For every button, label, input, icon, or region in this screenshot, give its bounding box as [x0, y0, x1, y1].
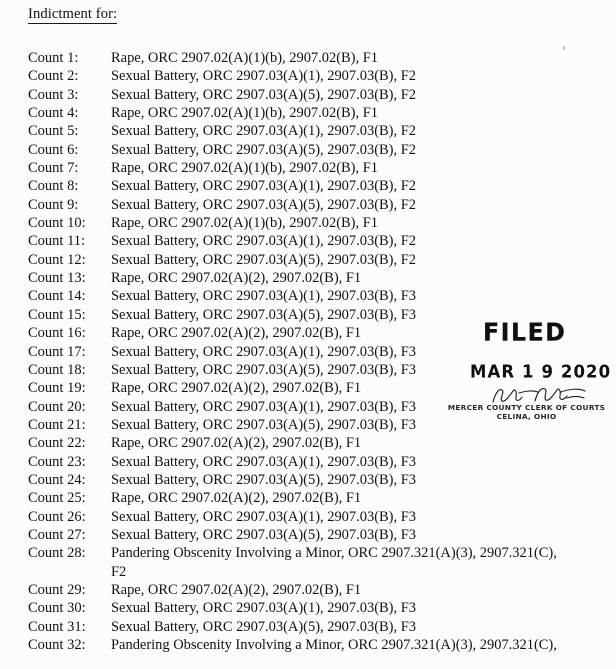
count-row — [28, 453, 598, 471]
count-description: Sexual Battery, ORC 2907.03(A)(5), 2907.03(B), F3 — [111, 416, 416, 433]
count-row — [28, 269, 598, 287]
count-description: Rape, ORC 2907.02(A)(2), 2907.02(B), F1 — [111, 581, 362, 598]
count-description: Sexual Battery, ORC 2907.03(A)(1), 2907.03(B), F2 — [111, 233, 416, 250]
count-row — [28, 104, 598, 122]
count-label: Count 3: — [28, 86, 79, 103]
count-label: Count 7: — [28, 160, 79, 177]
count-row — [28, 214, 598, 232]
count-label: Count 10: — [28, 215, 86, 232]
count-label: Count 17: — [28, 343, 86, 360]
count-row — [28, 232, 598, 250]
count-description: Pandering Obscenity Involving a Minor, ORC 2907.321(A)(3), 2907.321(C), — [111, 637, 557, 653]
count-description: Rape, ORC 2907.02(A)(2), 2907.02(B), F1 — [111, 435, 362, 452]
count-description: Sexual Battery, ORC 2907.03(A)(5), 2907.03(B), F3 — [111, 618, 416, 635]
count-description: Sexual Battery, ORC 2907.03(A)(5), 2907.03(B), F2 — [111, 251, 416, 268]
count-label: Count 31: — [28, 618, 86, 635]
count-label: Count 32: — [28, 637, 86, 653]
count-row — [28, 287, 598, 305]
filed-stamp-office: MERCER COUNTY CLERK OF COURTS — [447, 403, 606, 412]
count-row — [28, 177, 598, 195]
count-row — [28, 599, 598, 617]
count-description: Sexual Battery, ORC 2907.03(A)(5), 2907.03(B), F2 — [111, 196, 416, 213]
count-description: Sexual Battery, ORC 2907.03(A)(1), 2907.03(B), F3 — [111, 398, 416, 415]
count-label: Count 29: — [28, 581, 86, 598]
count-label: Count 19: — [28, 380, 86, 397]
count-description: Rape, ORC 2907.02(A)(2), 2907.02(B), F1 — [111, 380, 362, 397]
count-label: Count 15: — [28, 306, 86, 323]
count-row — [28, 434, 598, 452]
count-description: Sexual Battery, ORC 2907.03(A)(1), 2907.03(B), F3 — [111, 508, 416, 525]
count-label: Count 23: — [28, 453, 86, 470]
count-description: Sexual Battery, ORC 2907.03(A)(1), 2907.03(B), F2 — [111, 178, 416, 195]
filed-stamp — [437, 313, 613, 431]
count-description: Sexual Battery, ORC 2907.03(A)(5), 2907.03(B), F3 — [111, 306, 416, 323]
count-description: Sexual Battery, ORC 2907.03(A)(1), 2907.03(B), F3 — [111, 453, 416, 470]
count-description: Rape, ORC 2907.02(A)(2), 2907.02(B), F1 — [111, 270, 362, 287]
count-row — [28, 86, 598, 104]
filed-stamp-city: CELINA, OHIO — [496, 412, 557, 421]
count-label: Count 16: — [28, 325, 86, 342]
count-label: Count 30: — [28, 600, 86, 617]
count-row — [28, 159, 598, 177]
count-row — [28, 141, 598, 159]
count-label: Count 8: — [28, 178, 79, 195]
count-description: Sexual Battery, ORC 2907.03(A)(1), 2907.03(B), F3 — [111, 600, 416, 617]
count-row — [28, 636, 598, 654]
count-label: Count 25: — [28, 490, 86, 507]
count-label: Count 13: — [28, 270, 86, 287]
count-description: Sexual Battery, ORC 2907.03(A)(1), 2907.03(B), F2 — [111, 68, 416, 85]
count-row — [28, 196, 598, 214]
filed-stamp-date: MAR 1 9 2020 — [470, 361, 612, 382]
count-description: Sexual Battery, ORC 2907.03(A)(5), 2907.03(B), F2 — [111, 141, 416, 158]
count-label: Count 2: — [28, 68, 79, 85]
count-label: Count 4: — [28, 105, 79, 122]
count-label: Count 27: — [28, 526, 86, 543]
count-label: Count 11: — [28, 233, 86, 250]
count-label: Count 9: — [28, 196, 79, 213]
count-label: Count 20: — [28, 398, 86, 415]
count-row — [28, 544, 598, 581]
count-description: Rape, ORC 2907.02(A)(1)(b), 2907.02(B), F1 — [111, 50, 378, 66]
count-row — [28, 471, 598, 489]
count-description: Sexual Battery, ORC 2907.03(A)(5), 2907.03(B), F3 — [111, 471, 416, 488]
count-label: Count 5: — [28, 123, 79, 140]
count-row — [28, 526, 598, 544]
count-description: Sexual Battery, ORC 2907.03(A)(1), 2907.03(B), F3 — [111, 288, 416, 305]
count-description: Rape, ORC 2907.02(A)(2), 2907.02(B), F1 — [111, 490, 362, 507]
count-description: Sexual Battery, ORC 2907.03(A)(1), 2907.03(B), F3 — [111, 343, 416, 360]
count-label: Count 22: — [28, 435, 86, 452]
count-description: Rape, ORC 2907.02(A)(1)(b), 2907.02(B), F1 — [111, 160, 378, 177]
count-row — [28, 508, 598, 526]
count-label: Count 12: — [28, 251, 86, 268]
count-row — [28, 489, 598, 507]
count-label: Count 24: — [28, 471, 86, 488]
count-description: Sexual Battery, ORC 2907.03(A)(5), 2907.03(B), F3 — [111, 361, 416, 378]
count-description: Sexual Battery, ORC 2907.03(A)(5), 2907.03(B), F2 — [111, 86, 416, 103]
filed-stamp-label: FILED — [483, 317, 567, 347]
count-description — [111, 544, 581, 581]
count-row — [28, 251, 598, 269]
count-description: Rape, ORC 2907.02(A)(1)(b), 2907.02(B), F1 — [111, 105, 378, 122]
count-description: Rape, ORC 2907.02(A)(1)(b), 2907.02(B), F1 — [111, 215, 378, 232]
page-title — [28, 6, 117, 23]
count-label: Count 18: — [28, 361, 86, 378]
count-description: Rape, ORC 2907.02(A)(2), 2907.02(B), F1 — [111, 325, 362, 342]
count-description-line-1: Pandering Obscenity Involving a Minor, ORC 2907.321(A)(3), 2907.321(C), — [111, 545, 557, 562]
page-title-text: Indictment for: — [28, 6, 118, 22]
count-label: Count 6: — [28, 141, 79, 158]
count-label: Count 26: — [28, 508, 86, 525]
count-description: Sexual Battery, ORC 2907.03(A)(5), 2907.03(B), F3 — [111, 526, 416, 543]
count-row — [28, 67, 598, 85]
count-label: Count 21: — [28, 416, 86, 433]
count-label: Count 1: — [28, 50, 79, 66]
count-row — [28, 581, 598, 599]
count-label: Count 28: — [28, 545, 86, 562]
count-row — [28, 49, 598, 67]
count-description-line-2: F2 — [111, 563, 127, 580]
scan-artifact-speck — [563, 46, 565, 50]
count-row — [28, 618, 598, 636]
count-description: Sexual Battery, ORC 2907.03(A)(1), 2907.03(B), F2 — [111, 123, 416, 140]
count-row — [28, 122, 598, 140]
count-label: Count 14: — [28, 288, 86, 305]
